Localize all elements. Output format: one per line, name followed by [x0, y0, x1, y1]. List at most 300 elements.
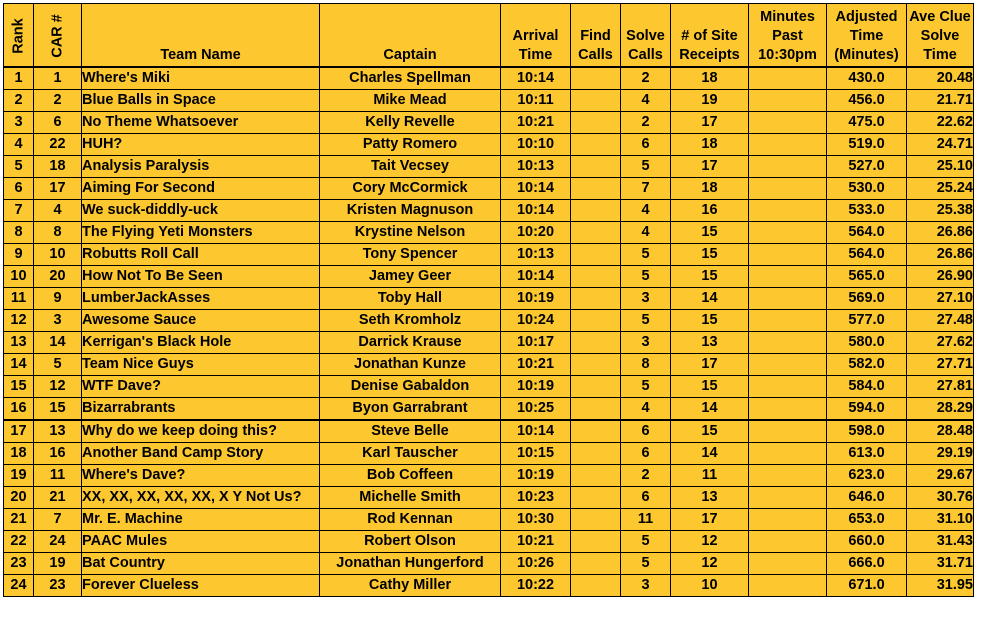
- solve-calls-cell: 8: [621, 354, 671, 376]
- solve-calls-cell: 3: [621, 575, 671, 597]
- captain-cell: Jamey Geer: [320, 266, 501, 288]
- site-receipts-cell: 15: [671, 420, 749, 443]
- minutes-past-cell: [749, 266, 827, 288]
- car-number-cell: 17: [34, 178, 82, 200]
- team-name-cell: Awesome Sauce: [82, 310, 320, 332]
- ave-clue-solve-time-cell: 31.43: [907, 531, 974, 553]
- adjusted-time-cell: 565.0: [827, 266, 907, 288]
- minutes-past-header: Minutes Past 10:30pm: [749, 4, 827, 68]
- team-name-cell: Another Band Camp Story: [82, 443, 320, 465]
- find-calls-cell: [571, 509, 621, 531]
- rank-cell: 16: [4, 398, 34, 421]
- car-number-cell: 8: [34, 222, 82, 244]
- arrival-time-cell: 10:30: [501, 509, 571, 531]
- minutes-past-cell: [749, 332, 827, 354]
- car-number-cell: 19: [34, 553, 82, 575]
- ave-clue-solve-time-cell: 26.86: [907, 244, 974, 266]
- solve-calls-cell: 5: [621, 531, 671, 553]
- team-name-cell: Where's Dave?: [82, 465, 320, 487]
- car-number-cell: 9: [34, 288, 82, 310]
- team-name-cell: Why do we keep doing this?: [82, 420, 320, 443]
- minutes-past-cell: [749, 553, 827, 575]
- find-calls-cell: [571, 178, 621, 200]
- rank-cell: 5: [4, 156, 34, 178]
- rank-cell: 20: [4, 487, 34, 509]
- rank-cell: 21: [4, 509, 34, 531]
- captain-cell: Kristen Magnuson: [320, 200, 501, 222]
- table-row: [4, 112, 974, 134]
- captain-cell: Seth Kromholz: [320, 310, 501, 332]
- adjusted-time-cell: 533.0: [827, 200, 907, 222]
- car-number-cell: 15: [34, 398, 82, 421]
- table-row: [4, 465, 974, 487]
- minutes-past-cell: [749, 398, 827, 421]
- ave-clue-solve-time-cell: 30.76: [907, 487, 974, 509]
- solve-calls-cell: 4: [621, 222, 671, 244]
- find-calls-cell: [571, 332, 621, 354]
- adjusted-time-cell: 584.0: [827, 376, 907, 398]
- arrival-time-cell: 10:22: [501, 575, 571, 597]
- table-row: [4, 354, 974, 376]
- car-number-cell: 23: [34, 575, 82, 597]
- arrival-time-cell: 10:17: [501, 332, 571, 354]
- minutes-past-cell: [749, 244, 827, 266]
- minutes-past-cell: [749, 67, 827, 90]
- captain-cell: Cory McCormick: [320, 178, 501, 200]
- site-receipts-header: # of Site Receipts: [671, 4, 749, 68]
- table-row: [4, 420, 974, 443]
- ave-clue-solve-time-cell: 27.10: [907, 288, 974, 310]
- minutes-past-cell: [749, 156, 827, 178]
- minutes-past-cell: [749, 90, 827, 112]
- site-receipts-cell: 17: [671, 112, 749, 134]
- solve-calls-cell: 2: [621, 465, 671, 487]
- site-receipts-cell: 14: [671, 288, 749, 310]
- minutes-past-cell: [749, 134, 827, 156]
- rank-cell: 17: [4, 420, 34, 443]
- captain-cell: Mike Mead: [320, 90, 501, 112]
- site-receipts-cell: 12: [671, 531, 749, 553]
- team-name-cell: The Flying Yeti Monsters: [82, 222, 320, 244]
- find-calls-cell: [571, 200, 621, 222]
- table-row: [4, 398, 974, 421]
- arrival-time-cell: 10:24: [501, 310, 571, 332]
- arrival-time-cell: 10:14: [501, 420, 571, 443]
- minutes-past-cell: [749, 222, 827, 244]
- ave-clue-solve-time-cell: 26.86: [907, 222, 974, 244]
- standings-sheet: [3, 3, 974, 597]
- site-receipts-cell: 14: [671, 398, 749, 421]
- rank-cell: 9: [4, 244, 34, 266]
- site-receipts-cell: 17: [671, 354, 749, 376]
- ave-clue-solve-time-cell: 24.71: [907, 134, 974, 156]
- arrival-time-cell: 10:14: [501, 200, 571, 222]
- arrival-time-cell: 10:23: [501, 487, 571, 509]
- arrival-time-cell: 10:15: [501, 443, 571, 465]
- minutes-past-cell: [749, 487, 827, 509]
- team-name-cell: Bizarrabrants: [82, 398, 320, 421]
- find-calls-cell: [571, 266, 621, 288]
- find-calls-cell: [571, 420, 621, 443]
- adjusted-time-cell: 564.0: [827, 222, 907, 244]
- team-name-cell: PAAC Mules: [82, 531, 320, 553]
- ave-clue-solve-time-cell: 27.81: [907, 376, 974, 398]
- solve-calls-cell: 11: [621, 509, 671, 531]
- site-receipts-cell: 19: [671, 90, 749, 112]
- captain-cell: Rod Kennan: [320, 509, 501, 531]
- solve-calls-cell: 5: [621, 156, 671, 178]
- team-name-cell: Aiming For Second: [82, 178, 320, 200]
- car-number-cell: 13: [34, 420, 82, 443]
- team-name-cell: Bat Country: [82, 553, 320, 575]
- table-row: [4, 178, 974, 200]
- find-calls-cell: [571, 531, 621, 553]
- captain-cell: Krystine Nelson: [320, 222, 501, 244]
- adjusted-time-cell: 594.0: [827, 398, 907, 421]
- solve-calls-cell: 5: [621, 310, 671, 332]
- adjusted-time-cell: 598.0: [827, 420, 907, 443]
- adjusted-time-cell: 569.0: [827, 288, 907, 310]
- minutes-past-cell: [749, 531, 827, 553]
- car-number-cell: 18: [34, 156, 82, 178]
- team-name-cell: LumberJackAsses: [82, 288, 320, 310]
- team-name-cell: Blue Balls in Space: [82, 90, 320, 112]
- find-calls-cell: [571, 354, 621, 376]
- find-calls-cell: [571, 156, 621, 178]
- minutes-past-cell: [749, 575, 827, 597]
- adjusted-time-cell: 519.0: [827, 134, 907, 156]
- car-number-cell: 22: [34, 134, 82, 156]
- rank-cell: 24: [4, 575, 34, 597]
- team-name-cell: Mr. E. Machine: [82, 509, 320, 531]
- solve-calls-cell: 3: [621, 288, 671, 310]
- table-row: [4, 222, 974, 244]
- team-name-cell: How Not To Be Seen: [82, 266, 320, 288]
- site-receipts-cell: 15: [671, 376, 749, 398]
- car-number-cell: 1: [34, 67, 82, 90]
- captain-cell: Tait Vecsey: [320, 156, 501, 178]
- rank-cell: 1: [4, 67, 34, 90]
- table-row: [4, 332, 974, 354]
- solve-calls-cell: 2: [621, 112, 671, 134]
- site-receipts-cell: 15: [671, 266, 749, 288]
- captain-cell: Darrick Krause: [320, 332, 501, 354]
- table-row: [4, 90, 974, 112]
- solve-calls-cell: 5: [621, 244, 671, 266]
- minutes-past-cell: [749, 443, 827, 465]
- adjusted-time-header: Adjusted Time (Minutes): [827, 4, 907, 68]
- find-calls-cell: [571, 90, 621, 112]
- adjusted-time-cell: 671.0: [827, 575, 907, 597]
- solve-calls-header: Solve Calls: [621, 4, 671, 68]
- captain-cell: Bob Coffeen: [320, 465, 501, 487]
- rank-cell: 8: [4, 222, 34, 244]
- rank-cell: 2: [4, 90, 34, 112]
- car-number-cell: 12: [34, 376, 82, 398]
- table-row: [4, 531, 974, 553]
- ave-clue-solve-time-cell: 28.29: [907, 398, 974, 421]
- adjusted-time-cell: 527.0: [827, 156, 907, 178]
- ave-clue-solve-time-cell: 27.48: [907, 310, 974, 332]
- car-number-cell: 24: [34, 531, 82, 553]
- site-receipts-cell: 14: [671, 443, 749, 465]
- find-calls-cell: [571, 398, 621, 421]
- adjusted-time-cell: 580.0: [827, 332, 907, 354]
- arrival-time-cell: 10:19: [501, 465, 571, 487]
- minutes-past-cell: [749, 420, 827, 443]
- ave-clue-solve-time-header: Ave Clue Solve Time: [907, 4, 974, 68]
- captain-cell: Denise Gabaldon: [320, 376, 501, 398]
- rank-cell: 7: [4, 200, 34, 222]
- captain-cell: Jonathan Hungerford: [320, 553, 501, 575]
- table-row: [4, 156, 974, 178]
- ave-clue-solve-time-cell: 31.95: [907, 575, 974, 597]
- arrival-time-header: Arrival Time: [501, 4, 571, 68]
- rank-header: Rank: [4, 4, 34, 68]
- rank-cell: 18: [4, 443, 34, 465]
- table-row: [4, 244, 974, 266]
- rank-cell: 12: [4, 310, 34, 332]
- arrival-time-cell: 10:19: [501, 288, 571, 310]
- find-calls-cell: [571, 553, 621, 575]
- site-receipts-cell: 15: [671, 310, 749, 332]
- arrival-time-cell: 10:10: [501, 134, 571, 156]
- car-number-cell: 21: [34, 487, 82, 509]
- adjusted-time-cell: 564.0: [827, 244, 907, 266]
- team-name-cell: We suck-diddly-uck: [82, 200, 320, 222]
- adjusted-time-cell: 430.0: [827, 67, 907, 90]
- arrival-time-cell: 10:14: [501, 266, 571, 288]
- header-row: [4, 4, 974, 68]
- solve-calls-cell: 4: [621, 398, 671, 421]
- solve-calls-cell: 6: [621, 487, 671, 509]
- ave-clue-solve-time-cell: 28.48: [907, 420, 974, 443]
- solve-calls-cell: 7: [621, 178, 671, 200]
- team-name-cell: Kerrigan's Black Hole: [82, 332, 320, 354]
- arrival-time-cell: 10:14: [501, 67, 571, 90]
- minutes-past-cell: [749, 178, 827, 200]
- captain-cell: Charles Spellman: [320, 67, 501, 90]
- ave-clue-solve-time-cell: 25.24: [907, 178, 974, 200]
- find-calls-cell: [571, 222, 621, 244]
- site-receipts-cell: 17: [671, 156, 749, 178]
- team-name-cell: Analysis Paralysis: [82, 156, 320, 178]
- minutes-past-cell: [749, 376, 827, 398]
- adjusted-time-cell: 582.0: [827, 354, 907, 376]
- ave-clue-solve-time-cell: 27.71: [907, 354, 974, 376]
- ave-clue-solve-time-cell: 31.71: [907, 553, 974, 575]
- team-name-cell: HUH?: [82, 134, 320, 156]
- solve-calls-cell: 6: [621, 443, 671, 465]
- minutes-past-cell: [749, 112, 827, 134]
- car-number-cell: 11: [34, 465, 82, 487]
- arrival-time-cell: 10:14: [501, 178, 571, 200]
- ave-clue-solve-time-cell: 29.19: [907, 443, 974, 465]
- adjusted-time-cell: 623.0: [827, 465, 907, 487]
- team-name-cell: XX, XX, XX, XX, XX, X Y Not Us?: [82, 487, 320, 509]
- captain-cell: Karl Tauscher: [320, 443, 501, 465]
- car-number-cell: 20: [34, 266, 82, 288]
- ave-clue-solve-time-cell: 21.71: [907, 90, 974, 112]
- arrival-time-cell: 10:21: [501, 112, 571, 134]
- adjusted-time-cell: 577.0: [827, 310, 907, 332]
- car-number-cell: 3: [34, 310, 82, 332]
- ave-clue-solve-time-cell: 27.62: [907, 332, 974, 354]
- site-receipts-cell: 13: [671, 332, 749, 354]
- table-row: [4, 575, 974, 597]
- ave-clue-solve-time-cell: 25.38: [907, 200, 974, 222]
- site-receipts-cell: 10: [671, 575, 749, 597]
- arrival-time-cell: 10:26: [501, 553, 571, 575]
- arrival-time-cell: 10:13: [501, 156, 571, 178]
- standings-table: [3, 3, 974, 597]
- table-row: [4, 509, 974, 531]
- find-calls-cell: [571, 443, 621, 465]
- site-receipts-cell: 16: [671, 200, 749, 222]
- team-name-cell: Team Nice Guys: [82, 354, 320, 376]
- team-name-cell: WTF Dave?: [82, 376, 320, 398]
- adjusted-time-cell: 456.0: [827, 90, 907, 112]
- captain-cell: Steve Belle: [320, 420, 501, 443]
- table-row: [4, 200, 974, 222]
- arrival-time-cell: 10:21: [501, 354, 571, 376]
- arrival-time-cell: 10:13: [501, 244, 571, 266]
- rank-cell: 3: [4, 112, 34, 134]
- captain-cell: Robert Olson: [320, 531, 501, 553]
- captain-header: Captain: [320, 4, 501, 68]
- table-row: [4, 266, 974, 288]
- minutes-past-cell: [749, 310, 827, 332]
- captain-cell: Tony Spencer: [320, 244, 501, 266]
- find-calls-cell: [571, 244, 621, 266]
- car-number-cell: 16: [34, 443, 82, 465]
- rank-cell: 14: [4, 354, 34, 376]
- arrival-time-cell: 10:11: [501, 90, 571, 112]
- table-row: [4, 487, 974, 509]
- captain-cell: Byon Garrabrant: [320, 398, 501, 421]
- minutes-past-cell: [749, 509, 827, 531]
- solve-calls-cell: 6: [621, 134, 671, 156]
- table-row: [4, 134, 974, 156]
- find-calls-cell: [571, 134, 621, 156]
- ave-clue-solve-time-cell: 22.62: [907, 112, 974, 134]
- captain-cell: Cathy Miller: [320, 575, 501, 597]
- adjusted-time-cell: 646.0: [827, 487, 907, 509]
- find-calls-cell: [571, 112, 621, 134]
- arrival-time-cell: 10:21: [501, 531, 571, 553]
- find-calls-cell: [571, 67, 621, 90]
- rank-cell: 22: [4, 531, 34, 553]
- solve-calls-cell: 5: [621, 553, 671, 575]
- solve-calls-cell: 6: [621, 420, 671, 443]
- rank-cell: 11: [4, 288, 34, 310]
- car-number-header: CAR #: [34, 4, 82, 68]
- team-name-cell: Where's Miki: [82, 67, 320, 90]
- ave-clue-solve-time-cell: 25.10: [907, 156, 974, 178]
- site-receipts-cell: 18: [671, 67, 749, 90]
- adjusted-time-cell: 613.0: [827, 443, 907, 465]
- solve-calls-cell: 5: [621, 376, 671, 398]
- car-number-cell: 4: [34, 200, 82, 222]
- table-row: [4, 288, 974, 310]
- adjusted-time-cell: 530.0: [827, 178, 907, 200]
- ave-clue-solve-time-cell: 29.67: [907, 465, 974, 487]
- table-row: [4, 553, 974, 575]
- site-receipts-cell: 12: [671, 553, 749, 575]
- car-number-cell: 10: [34, 244, 82, 266]
- minutes-past-cell: [749, 354, 827, 376]
- adjusted-time-cell: 666.0: [827, 553, 907, 575]
- table-row: [4, 310, 974, 332]
- solve-calls-cell: 4: [621, 90, 671, 112]
- solve-calls-cell: 5: [621, 266, 671, 288]
- site-receipts-cell: 18: [671, 178, 749, 200]
- table-row: [4, 443, 974, 465]
- captain-cell: Kelly Revelle: [320, 112, 501, 134]
- captain-cell: Jonathan Kunze: [320, 354, 501, 376]
- find-calls-cell: [571, 310, 621, 332]
- rank-cell: 23: [4, 553, 34, 575]
- team-name-cell: Robutts Roll Call: [82, 244, 320, 266]
- find-calls-cell: [571, 487, 621, 509]
- site-receipts-cell: 18: [671, 134, 749, 156]
- arrival-time-cell: 10:20: [501, 222, 571, 244]
- minutes-past-cell: [749, 200, 827, 222]
- find-calls-header: Find Calls: [571, 4, 621, 68]
- rank-cell: 15: [4, 376, 34, 398]
- team-name-header: Team Name: [82, 4, 320, 68]
- captain-cell: Patty Romero: [320, 134, 501, 156]
- adjusted-time-cell: 660.0: [827, 531, 907, 553]
- car-number-cell: 6: [34, 112, 82, 134]
- ave-clue-solve-time-cell: 26.90: [907, 266, 974, 288]
- site-receipts-cell: 13: [671, 487, 749, 509]
- find-calls-cell: [571, 575, 621, 597]
- arrival-time-cell: 10:19: [501, 376, 571, 398]
- table-row: [4, 376, 974, 398]
- rank-cell: 19: [4, 465, 34, 487]
- car-number-cell: 2: [34, 90, 82, 112]
- solve-calls-cell: 4: [621, 200, 671, 222]
- standings-body: [4, 67, 974, 597]
- rank-cell: 6: [4, 178, 34, 200]
- adjusted-time-cell: 653.0: [827, 509, 907, 531]
- rank-cell: 10: [4, 266, 34, 288]
- table-row: [4, 67, 974, 90]
- rank-cell: 4: [4, 134, 34, 156]
- ave-clue-solve-time-cell: 20.48: [907, 67, 974, 90]
- site-receipts-cell: 11: [671, 465, 749, 487]
- rank-cell: 13: [4, 332, 34, 354]
- captain-cell: Michelle Smith: [320, 487, 501, 509]
- team-name-cell: Forever Clueless: [82, 575, 320, 597]
- team-name-cell: No Theme Whatsoever: [82, 112, 320, 134]
- minutes-past-cell: [749, 465, 827, 487]
- site-receipts-cell: 17: [671, 509, 749, 531]
- arrival-time-cell: 10:25: [501, 398, 571, 421]
- site-receipts-cell: 15: [671, 244, 749, 266]
- captain-cell: Toby Hall: [320, 288, 501, 310]
- find-calls-cell: [571, 376, 621, 398]
- car-number-cell: 7: [34, 509, 82, 531]
- site-receipts-cell: 15: [671, 222, 749, 244]
- car-number-cell: 14: [34, 332, 82, 354]
- ave-clue-solve-time-cell: 31.10: [907, 509, 974, 531]
- solve-calls-cell: 3: [621, 332, 671, 354]
- find-calls-cell: [571, 288, 621, 310]
- find-calls-cell: [571, 465, 621, 487]
- car-number-cell: 5: [34, 354, 82, 376]
